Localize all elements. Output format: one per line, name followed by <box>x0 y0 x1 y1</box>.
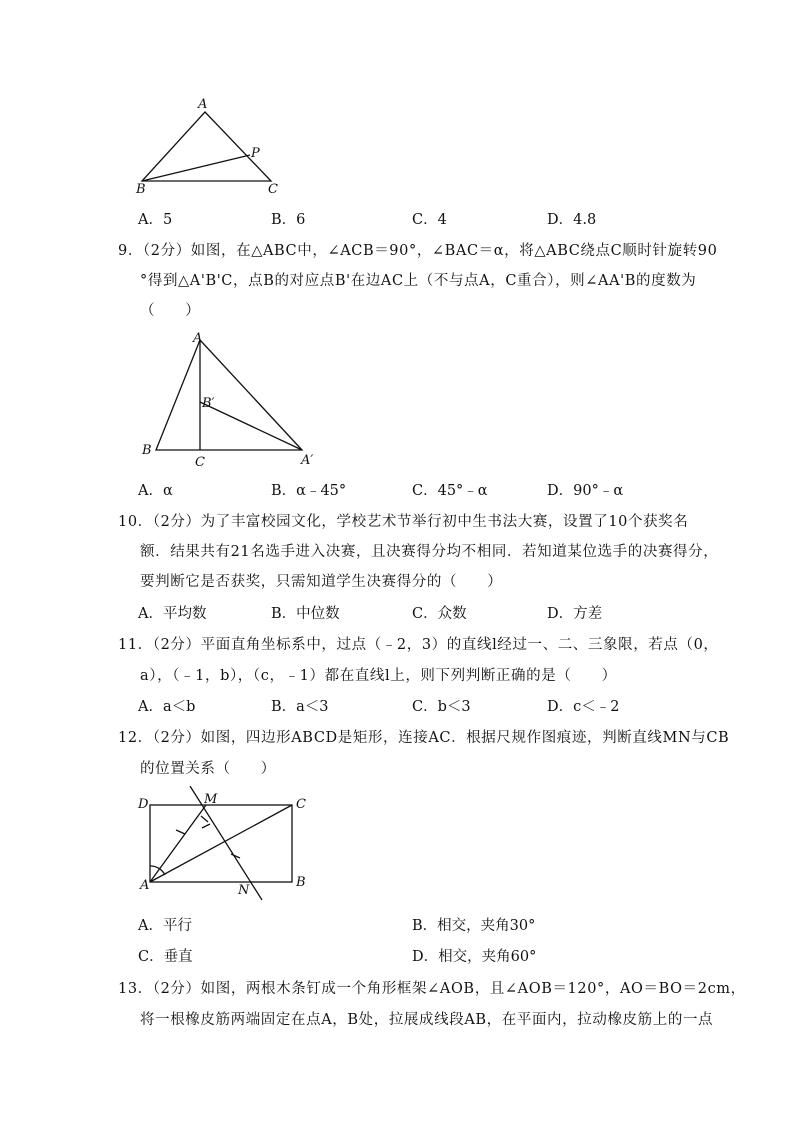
q12-stem-line-1: 12．（2分）如图，四边形ABCD是矩形，连接AC．根据尺规作图痕迹，判断直线MN与CB <box>118 730 730 746</box>
q10-option-d[interactable]: D．方差 <box>547 606 603 622</box>
q13-stem-line-2: 将一根橡皮筋两端固定在点A，B处，拉展成线段AB，在平面内，拉动橡皮筋上的一点 <box>140 1012 714 1028</box>
q10-option-a[interactable]: A．平均数 <box>138 606 207 622</box>
q11-stem-line-2: a），（﹣1，b），（c，﹣1）都在直线l上，则下列判断正确的是（ ） <box>140 668 617 684</box>
q11-option-d[interactable]: D．c＜﹣2 <box>547 699 620 715</box>
q8-option-d[interactable]: D．4.8 <box>547 212 597 228</box>
label-a-prime: A′ <box>301 453 314 468</box>
angle-arc <box>150 866 165 875</box>
label-d: D <box>138 797 149 812</box>
segment-bp <box>142 155 250 181</box>
q13-stem-line-1: 13．（2分）如图，两根木条钉成一个角形框架∠AOB，且∠AOB＝120°，AO＝BO＝2cm， <box>118 981 746 997</box>
q11-option-a[interactable]: A．a＜b <box>138 699 196 715</box>
q9-option-a[interactable]: A．α <box>138 483 173 499</box>
label-a: A <box>193 331 203 346</box>
q8-figure <box>130 92 290 202</box>
label-p: P <box>251 146 260 161</box>
q11-stem-line-1: 11．（2分）平面直角坐标系中，过点（﹣2，3）的直线l经过一、二、三象限，若点（0， <box>118 637 719 653</box>
label-c: C <box>296 797 306 812</box>
q10-option-c[interactable]: C．众数 <box>412 606 467 622</box>
q9-figure <box>134 326 324 471</box>
q9-stem-line-1: 9．（2分）如图，在△ABC中，∠ACB＝90°，∠BAC＝α，将△ABC绕点C顺时针旋转90 <box>118 243 718 259</box>
q12-option-b[interactable]: B．相交，夹角30° <box>412 918 536 934</box>
q9-option-d[interactable]: D．90°﹣α <box>547 483 624 499</box>
tick-mark-2 <box>201 816 208 822</box>
q11-option-b[interactable]: B．a＜3 <box>271 699 329 715</box>
q10-stem-line-3: 要判断它是否获奖，只需知道学生决赛得分的（ ） <box>140 574 503 590</box>
tick-mark-4 <box>202 824 210 828</box>
q12-option-c[interactable]: C．垂直 <box>138 949 193 965</box>
q10-stem-line-2: 额．结果共有21名选手进入决赛，且决赛得分均不相同．若知道某位选手的决赛得分， <box>140 544 719 560</box>
q10-stem-line-1: 10．（2分）为了丰富校园文化，学校艺术节举行初中生书法大赛，设置了10个获奖名 <box>118 514 689 530</box>
label-m: M <box>204 792 218 807</box>
q12-option-a[interactable]: A．平行 <box>138 918 192 934</box>
q9-stem-line-3: （ ） <box>140 303 201 319</box>
triangle-abc-rotated <box>156 340 302 450</box>
q8-option-b[interactable]: B．6 <box>271 212 306 228</box>
q9-option-b[interactable]: B．α﹣45° <box>271 483 347 499</box>
label-c: C <box>268 182 278 197</box>
q10-option-b[interactable]: B．中位数 <box>271 606 340 622</box>
label-n: N <box>238 883 250 898</box>
line-mn <box>190 786 262 900</box>
q11-option-c[interactable]: C．b＜3 <box>412 699 471 715</box>
label-a: A <box>198 97 208 112</box>
q12-stem-line-2: 的位置关系（ ） <box>140 761 276 777</box>
label-b: B <box>142 443 152 458</box>
angle-bisector <box>150 805 206 882</box>
q9-option-c[interactable]: C．45°﹣α <box>412 483 488 499</box>
tick-mark-1 <box>176 830 185 834</box>
q12-option-d[interactable]: D．相交，夹角60° <box>412 949 537 965</box>
segment-bp-ap <box>200 402 302 450</box>
label-c: C <box>195 455 205 470</box>
q12-figure <box>134 786 324 904</box>
q8-option-a[interactable]: A．5 <box>138 212 173 228</box>
q8-option-c[interactable]: C．4 <box>412 212 447 228</box>
label-b: B <box>296 875 306 890</box>
diagonal-ac <box>150 805 292 882</box>
label-b-prime: B′ <box>202 396 215 411</box>
label-b: B <box>136 182 146 197</box>
q9-stem-line-2: °得到△A'B'C，点B的对应点B'在边AC上（不与点A，C重合），则∠AA'B的度数为 <box>140 273 697 289</box>
label-a: A <box>140 878 150 893</box>
